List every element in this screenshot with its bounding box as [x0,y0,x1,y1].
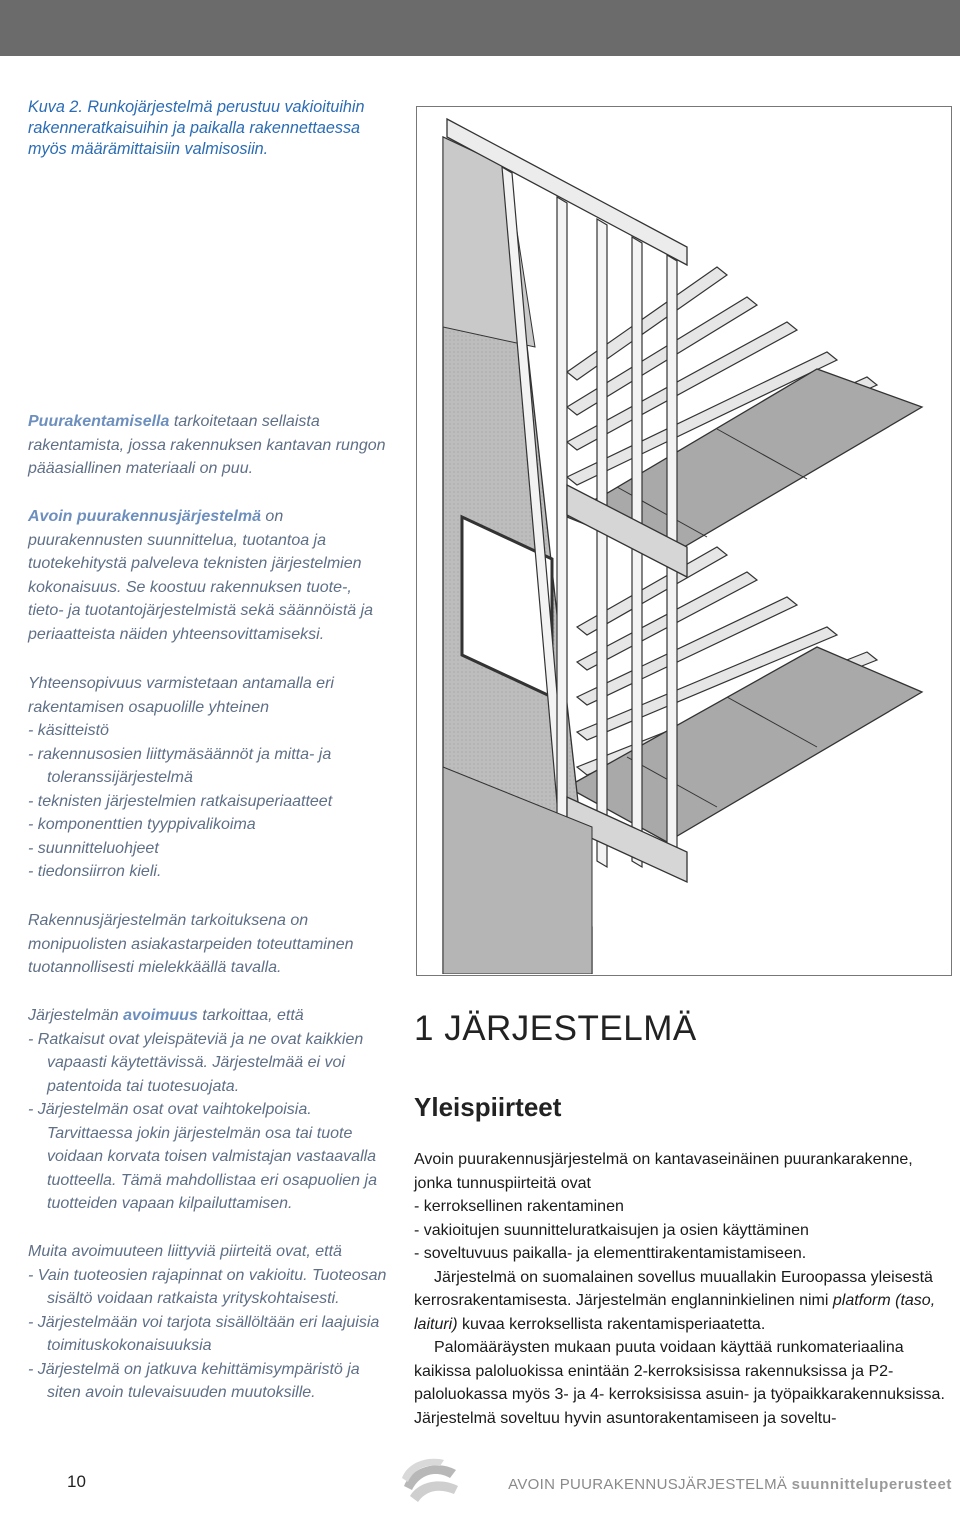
footer-subtitle: suunnitteluperusteet [791,1476,952,1493]
platform-post: kuvaa kerroksellista rakentamisperiaatetta. [457,1315,766,1333]
list-item: - rakennusosien liittymäsäännöt ja mitta- ja toleranssijärjestelmä [28,745,332,786]
general-intro: Avoin puurakennusjärjestelmä on kantavaseinäinen puurankarakenne, jonka tunnuspiirteitä ovat [414,1151,913,1192]
intro-text: tarkoitetaan sellaista rakentamista, jossa rakennuksen kantavan rungon pääasiallinen materiaali on puu. [28,413,386,477]
list-item: - teknisten järjestelmien ratkaisuperiaatteet [28,792,333,810]
page-number: 10 [67,1472,86,1491]
chapter-title: 1 JÄRJESTELMÄ [414,1009,697,1048]
list-item: - Järjestelmän osat ovat vaihtokelpoisia. Tarvittaessa jokin järjestelmän osa tai tuote voidaan korvata toisen valmistajan vastaavalla tuotteella. Tämä mahdollistaa eri osapuolien ja tuotteiden vapaan kilpailuttamisen. [28,1101,377,1212]
openness-list [28,1004,390,1216]
list-item: - komponenttien tyyppivalikoima [28,816,256,833]
list-item: - käsitteistö [28,722,109,739]
footer-title [508,1476,952,1493]
list-item: - Järjestelmä on jatkuva kehittämisympäristö ja siten avoin tulevaisuuden muutoksille. [28,1360,360,1401]
compatibility-intro: Yhteensopivuus varmistetaan antamalla eri rakentamisen osapuolille yhteinen [28,675,334,716]
platform-paragraph [414,1266,954,1337]
list-item: - Järjestelmään voi tarjota sisällöltään eri laajuisia toimituskokonaisuuksia [28,1313,380,1354]
purpose-paragraph: Rakennusjärjestelmän tarkoituksena on monipuolisten asiakastarpeiden toteuttaminen tuotannollisesti mielekkäällä tavalla. [28,912,354,976]
other-features-list [28,1240,390,1405]
feature-item: - soveltuvuus paikalla- ja elementtirakentamistamiseen. [414,1245,807,1262]
figure-caption: Kuva 2. Runkojärjestelmä perustuu vakioituihin rakenneratkaisuihin ja paikalla rakennettaessa myös määrämittaisiin valmisosiin. [28,98,365,158]
definition-text: on puurakennusten suunnittelua, tuotantoa ja tuotekehitystä palveleva teknisten järjestelmien kokonaisuus. Se koostuu rakennuksen tuote-, tieto- ja tuotantojärjestelmistä sekä säännöistä ja periaatteista näiden yhteensovittamiseksi. [28,508,374,643]
term-avoimuus: avoimuus [123,1007,198,1024]
fire-regulation-paragraph: Palomääräysten mukaan puuta voidaan käyttää runkomateriaalina kaikissa paloluokissa enintään 2-kerroksisissa rakennuksissa ja P2-paloluokassa myös 3- ja 4- kerroksisissa asuin- ja työpaikkarakennuksissa. Järjestelmä soveltuu hyvin asuntorakentamiseen ja soveltu- [414,1339,945,1427]
term-avoin-jarjestelma: Avoin puurakennusjärjestelmä [28,508,261,525]
feature-item: - kerroksellinen rakentaminen [414,1198,624,1215]
platform-term: platform (taso, laituri) [414,1292,936,1333]
compatibility-list [28,672,390,884]
openness-intro [28,1007,304,1024]
openness-pre: Järjestelmän [28,1007,124,1024]
section-title: Yleispiirteet [414,1092,562,1122]
other-features-intro: Muita avoimuuteen liittyviä piirteitä ovat, että [28,1243,342,1260]
general-features [414,1148,954,1430]
platform-frame-illustration [416,106,952,976]
frame-drawing [417,107,950,974]
list-item: - tiedonsiirron kieli. [28,863,162,880]
footer-series: AVOIN PUURAKENNUSJÄRJESTELMÄ [508,1476,788,1493]
top-bar [0,0,960,56]
list-item: - suunnitteluohjeet [28,839,159,857]
openness-post: tarkoittaa, että [197,1007,304,1024]
publisher-logo-icon [398,1456,464,1508]
platform-pre: Järjestelmä on suomalainen sovellus muuallakin Euroopassa yleisestä kerrosrakentamisesta. Järjestelmän englanninkielinen nimi [414,1268,933,1309]
list-item: - Vain tuoteosien rajapinnat on vakioitu. Tuoteosan sisältö voidaan ratkaista yrityskohtaisesti. [28,1266,387,1307]
intro-paragraph [28,410,390,481]
term-puurakentamisella: Puurakentamisella [28,413,170,430]
feature-item: - vakioitujen suunnitteluratkaisujen ja osien käyttäminen [414,1221,809,1239]
definition-paragraph [28,505,390,646]
list-item: - Ratkaisut ovat yleispäteviä ja ne ovat kaikkien vapaasti käytettävissä. Järjestelmää ei voi patentoida tai tuotesuojata. [28,1030,364,1095]
